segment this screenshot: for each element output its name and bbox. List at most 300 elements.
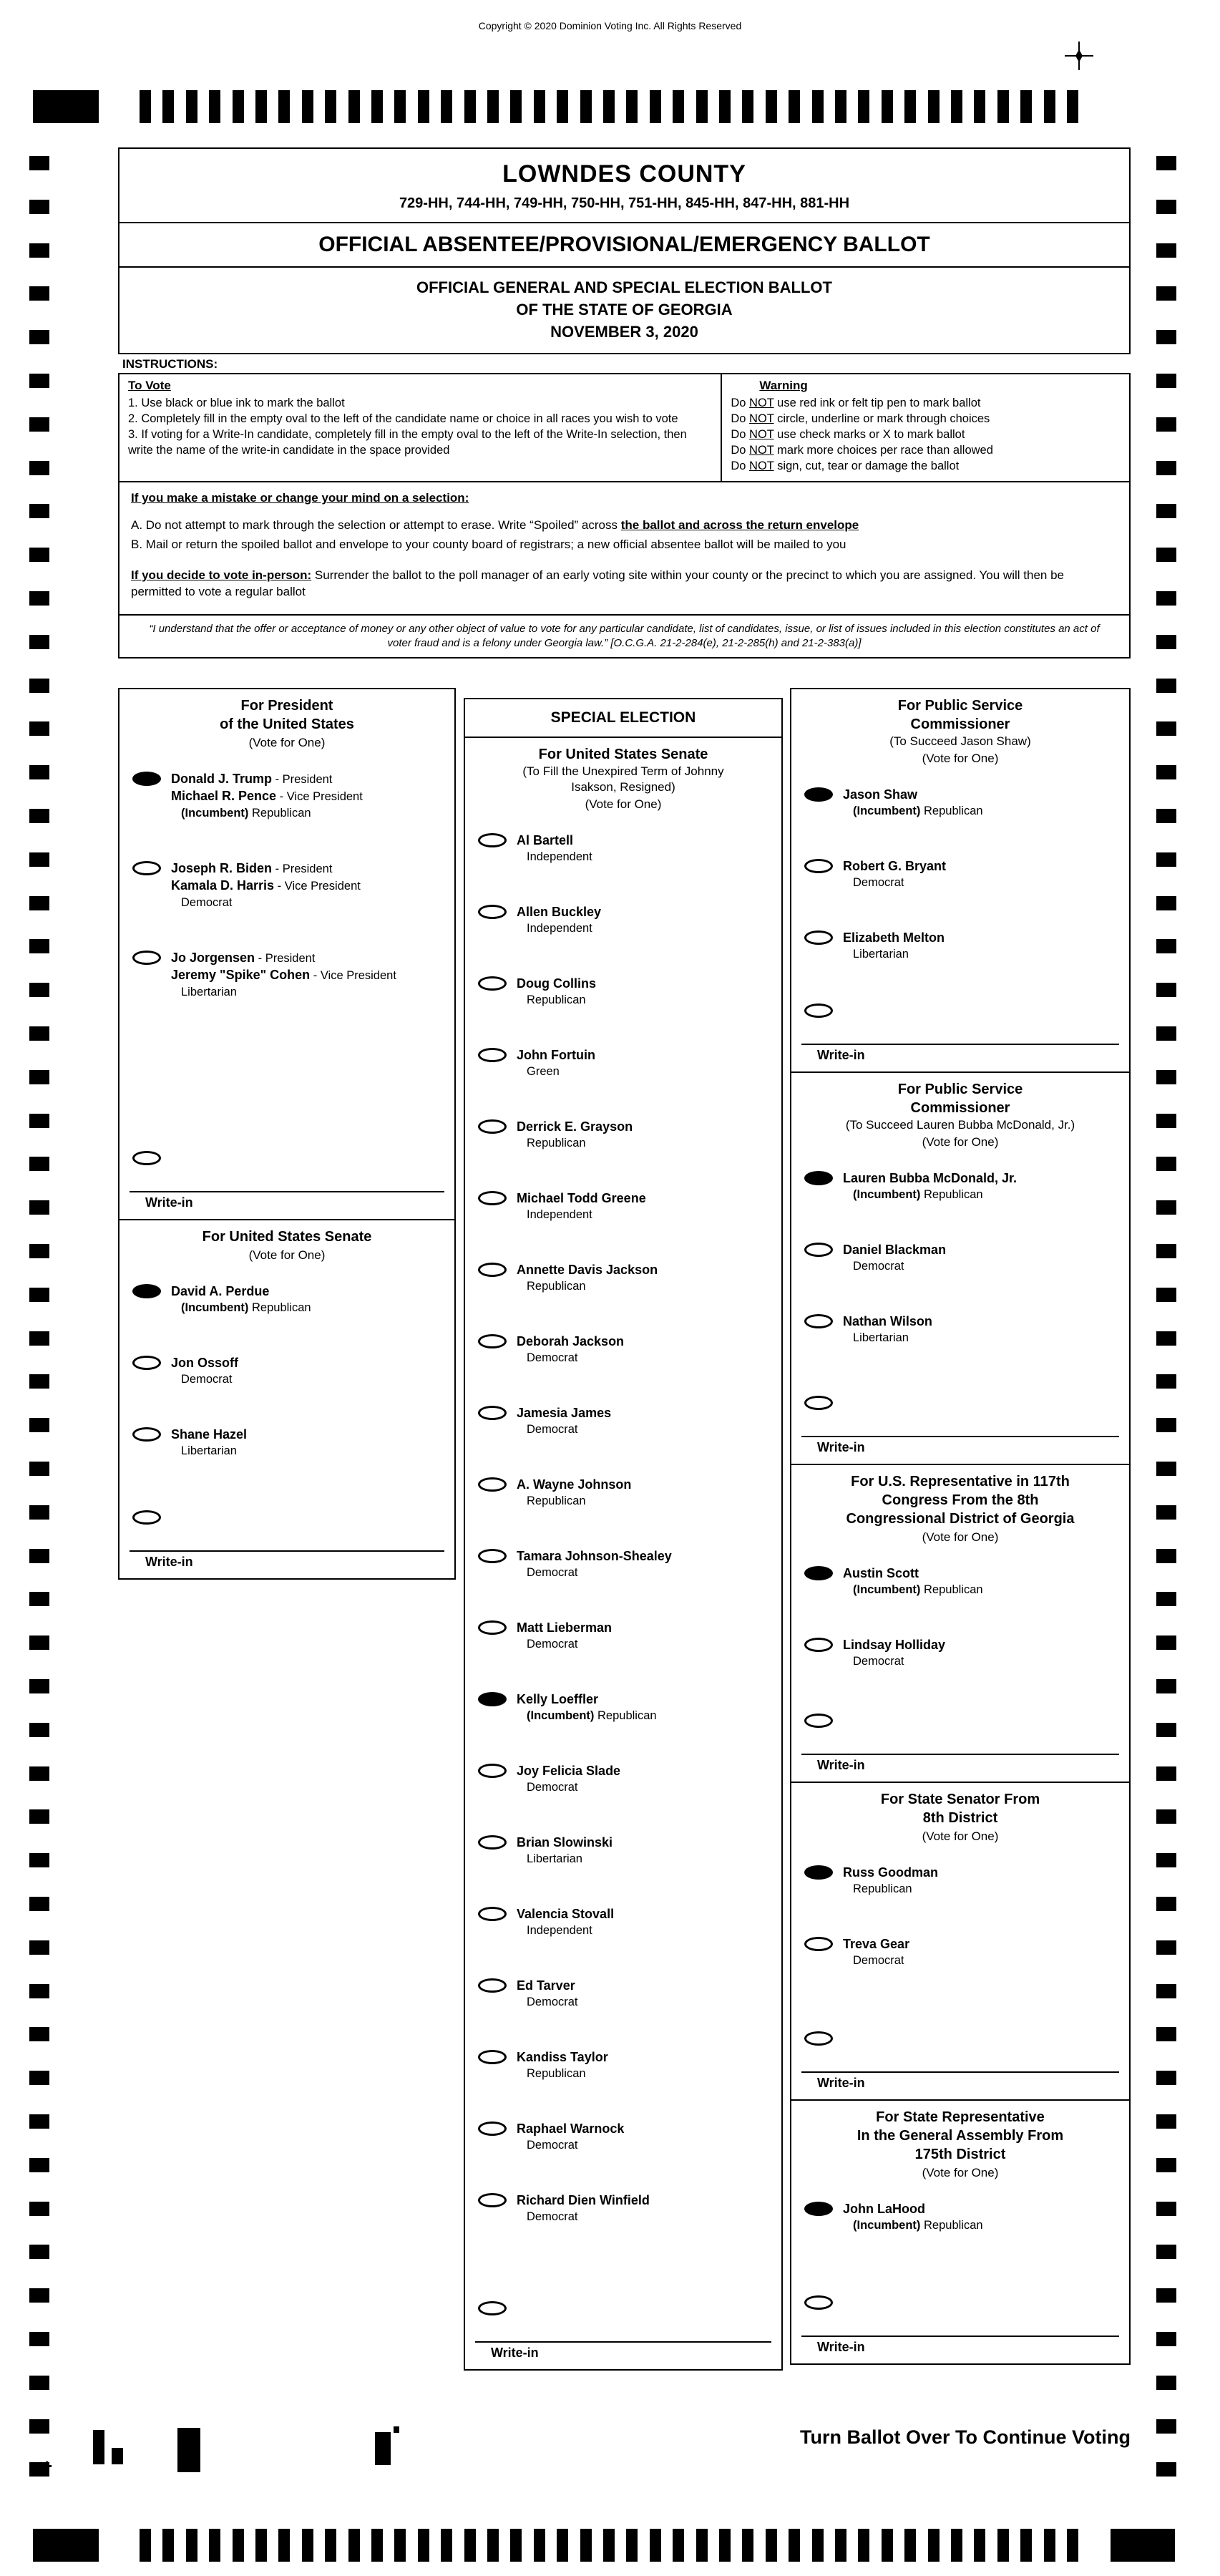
write-in-section <box>130 1510 444 1570</box>
race-psc1 <box>790 688 1131 1073</box>
timing-mark <box>33 2529 99 2562</box>
write-in-oval[interactable] <box>478 2301 507 2315</box>
candidate-line: Democrat <box>527 1566 578 1579</box>
race-statesen <box>790 1782 1131 2101</box>
timing-mark <box>1156 1635 1176 1650</box>
candidate-option[interactable] <box>804 2201 1119 2234</box>
timing-mark <box>1156 1374 1176 1389</box>
candidate-option[interactable] <box>804 1565 1119 1598</box>
ballot-oval-filled[interactable] <box>478 1692 507 1706</box>
timing-mark <box>1020 90 1032 123</box>
timing-mark <box>29 2202 49 2216</box>
timing-mark <box>29 721 49 736</box>
candidate-text <box>171 860 361 911</box>
candidate-line: Shane Hazel <box>171 1427 248 1442</box>
timing-mark <box>766 2529 777 2562</box>
candidate-line: Republican <box>527 1137 586 1150</box>
timing-mark <box>1156 200 1176 214</box>
ballot-oval-empty[interactable] <box>478 1477 507 1492</box>
timing-mark <box>29 243 49 258</box>
candidate-option[interactable] <box>478 2121 771 2154</box>
ballot-oval-empty[interactable] <box>478 1048 507 1062</box>
candidate-option[interactable] <box>132 1355 444 1388</box>
timing-mark <box>1156 1418 1176 1432</box>
candidate-text <box>517 1190 646 1223</box>
timing-mark <box>29 635 49 649</box>
timing-mark <box>29 1853 49 1867</box>
candidate-option[interactable] <box>804 787 1119 820</box>
candidate-option[interactable] <box>478 1047 771 1080</box>
timing-mark <box>1156 1114 1176 1128</box>
timing-mark <box>1156 1331 1176 1346</box>
candidate-option[interactable] <box>478 1477 771 1510</box>
ballot-type-box: OFFICIAL ABSENTEE/PROVISIONAL/EMERGENCY BALLOT <box>118 222 1131 268</box>
write-in-label: Write-in <box>817 2340 865 2354</box>
timing-mark <box>580 90 592 123</box>
timing-mark <box>1156 548 1176 562</box>
candidate-option[interactable] <box>478 976 771 1008</box>
candidate-text <box>843 930 945 963</box>
candidate-text <box>517 2049 608 2082</box>
ballot-oval-empty[interactable] <box>804 1314 833 1328</box>
candidate-option[interactable] <box>478 1333 771 1366</box>
timing-mark <box>441 90 452 123</box>
race-title-line: Congress From the 8th <box>882 1492 1039 1508</box>
candidate-option[interactable] <box>132 860 444 911</box>
candidate-line: (Incumbent) Republican <box>527 1709 657 1722</box>
ballot-oval-filled[interactable] <box>132 772 161 786</box>
timing-mark <box>278 2529 290 2562</box>
timing-mark <box>29 286 49 301</box>
timing-mark <box>1156 1853 1176 1867</box>
candidate-line: Independent <box>527 850 592 863</box>
race-title-line: For United States Senate <box>538 747 708 762</box>
timing-mark <box>29 896 49 910</box>
ballot-code-mark <box>394 2426 399 2433</box>
timing-mark <box>29 1505 49 1520</box>
timing-mark <box>766 90 777 123</box>
ballot-oval-empty[interactable] <box>478 2193 507 2207</box>
ballot-oval-empty[interactable] <box>132 1356 161 1370</box>
candidate-option[interactable] <box>804 1313 1119 1346</box>
write-in-label: Write-in <box>817 2076 865 2090</box>
election-title-line: OFFICIAL GENERAL AND SPECIAL ELECTION BALLOT <box>416 278 832 296</box>
warning-item: Do NOT use check marks or X to mark ballot <box>731 428 965 441</box>
timing-mark <box>557 2529 568 2562</box>
candidate-option[interactable] <box>804 1936 1119 1969</box>
candidate-option[interactable] <box>478 832 771 865</box>
ballot-oval-empty[interactable] <box>478 905 507 919</box>
timing-mark <box>974 90 985 123</box>
county-header-box <box>118 147 1131 223</box>
timing-mark <box>29 1374 49 1389</box>
ballot-oval-empty[interactable] <box>478 1764 507 1778</box>
candidate-line: Democrat <box>181 896 233 909</box>
candidate-line: Ed Tarver <box>517 1978 575 1993</box>
candidate-option[interactable] <box>478 1978 771 2011</box>
timing-mark <box>29 1288 49 1302</box>
timing-mark <box>418 2529 429 2562</box>
timing-mark <box>29 156 49 170</box>
timing-mark <box>1156 1462 1176 1476</box>
timing-mark <box>302 90 313 123</box>
ballot-oval-filled[interactable] <box>804 787 833 802</box>
vote-for-label: (Vote for One) <box>922 1530 999 1544</box>
timing-mark <box>951 90 962 123</box>
ballot-oval-empty[interactable] <box>804 1937 833 1951</box>
ballot-oval-empty[interactable] <box>804 1638 833 1652</box>
timing-mark <box>789 2529 800 2562</box>
to-vote-cell <box>119 374 722 481</box>
write-in-oval[interactable] <box>804 1003 833 1018</box>
timing-mark <box>1156 1809 1176 1824</box>
timing-mark <box>1156 721 1176 736</box>
candidate-line: Valencia Stovall <box>517 1907 615 1921</box>
ballot-oval-empty[interactable] <box>478 1406 507 1420</box>
ballot-oval-empty[interactable] <box>804 930 833 945</box>
timing-mark <box>29 1418 49 1432</box>
candidate-line: (Incumbent) Republican <box>181 1301 311 1314</box>
candidate-line: Libertarian <box>181 986 237 998</box>
ballot-oval-empty[interactable] <box>804 859 833 873</box>
timing-mark <box>209 90 220 123</box>
ballot-oval-empty[interactable] <box>478 2121 507 2136</box>
race-title-line: Congressional District of Georgia <box>846 1511 1075 1527</box>
ballot-oval-empty[interactable] <box>478 976 507 991</box>
candidate-line: Democrat <box>527 1996 578 2008</box>
ballot-oval-empty[interactable] <box>478 833 507 847</box>
candidate-text <box>843 787 983 820</box>
ballot-oval-empty[interactable] <box>132 1427 161 1442</box>
ballot-oval-empty[interactable] <box>478 1549 507 1563</box>
timing-mark <box>1156 1244 1176 1258</box>
ballot-oval-empty[interactable] <box>132 951 161 965</box>
candidate-option[interactable] <box>132 1426 444 1459</box>
county-name: LOWNDES COUNTY <box>502 160 746 188</box>
write-in-section <box>801 1003 1119 1063</box>
ballot-oval-empty[interactable] <box>478 1263 507 1277</box>
race-title-line: For Public Service <box>897 698 1023 714</box>
timing-mark <box>696 2529 708 2562</box>
timing-mark <box>673 2529 684 2562</box>
timing-mark <box>650 2529 661 2562</box>
race-header <box>475 745 771 812</box>
ballot-oval-filled[interactable] <box>804 1171 833 1185</box>
copyright-line: Copyright © 2020 Dominion Voting Inc. All Rights Reserved <box>478 20 742 31</box>
write-in-line[interactable] <box>801 1754 1119 1755</box>
write-in-label: Write-in <box>145 1195 193 1210</box>
write-in-label: Write-in <box>817 1048 865 1062</box>
candidate-line: Libertarian <box>853 948 909 961</box>
candidate-line: (Incumbent) Republican <box>181 807 311 820</box>
timing-mark <box>29 1809 49 1824</box>
candidate-line: Democrat <box>853 1655 904 1668</box>
ballot-oval-empty[interactable] <box>478 1620 507 1635</box>
timing-mark <box>371 90 383 123</box>
candidate-line: Republican <box>527 2067 586 2080</box>
ballot-oval-empty[interactable] <box>478 1334 507 1348</box>
race-header <box>801 2108 1119 2181</box>
race-title-line: Commissioner <box>910 716 1010 732</box>
timing-mark <box>673 90 684 123</box>
candidate-option[interactable] <box>804 1865 1119 1897</box>
timing-mark <box>29 2376 49 2390</box>
candidate-line: Russ Goodman <box>843 1865 939 1880</box>
write-in-line[interactable] <box>130 1550 444 1552</box>
timing-mark <box>29 548 49 562</box>
timing-mark <box>904 2529 916 2562</box>
timing-mark <box>29 1940 49 1955</box>
candidate-option[interactable] <box>478 1691 771 1724</box>
timing-mark <box>510 2529 522 2562</box>
timing-mark <box>464 90 476 123</box>
vote-for-label: (Vote for One) <box>922 752 999 765</box>
ballot-oval-empty[interactable] <box>478 1907 507 1921</box>
instructions-box <box>118 373 1131 482</box>
candidate-line: (Incumbent) Republican <box>853 2219 983 2232</box>
timing-mark <box>812 90 824 123</box>
timing-mark <box>1156 635 1176 649</box>
timing-mark <box>1156 2245 1176 2259</box>
candidate-option[interactable] <box>478 1548 771 1581</box>
write-in-oval[interactable] <box>132 1151 161 1165</box>
timing-mark <box>487 2529 499 2562</box>
candidate-option[interactable] <box>478 2049 771 2082</box>
timing-mark <box>29 2288 49 2303</box>
candidate-line: Michael Todd Greene <box>517 1191 646 1205</box>
candidate-option[interactable] <box>478 1262 771 1295</box>
timing-mark <box>1044 90 1055 123</box>
timing-mark <box>626 90 638 123</box>
timing-mark <box>278 90 290 123</box>
ballot-oval-empty[interactable] <box>478 1191 507 1205</box>
ballot-oval-filled[interactable] <box>804 1566 833 1580</box>
timing-mark <box>603 90 615 123</box>
ballot-oval-empty[interactable] <box>478 1835 507 1850</box>
candidate-text <box>517 1548 672 1581</box>
candidate-option[interactable] <box>478 1405 771 1438</box>
candidate-text <box>517 2121 624 2154</box>
ballot-oval-empty[interactable] <box>804 1243 833 1257</box>
to-vote-title: To Vote <box>128 379 171 392</box>
candidate-text <box>843 1170 1017 1203</box>
mistake-item-a-text: A. Do not attempt to mark through the selection or attempt to erase. Write “Spoiled” across <box>131 518 621 532</box>
candidate-line: Libertarian <box>527 1852 582 1865</box>
race-title-line: Commissioner <box>910 1100 1010 1116</box>
candidate-text <box>843 1637 945 1670</box>
timing-mark <box>1156 243 1176 258</box>
ballot-oval-filled[interactable] <box>804 1865 833 1880</box>
timing-mark <box>325 2529 336 2562</box>
candidate-text <box>843 858 946 891</box>
to-vote-list <box>128 395 712 458</box>
candidate-line: Democrat <box>527 1781 578 1794</box>
timing-mark <box>1156 286 1176 301</box>
mistake-item-a-emphasis: the ballot and across the return envelope <box>620 518 859 532</box>
timing-mark <box>1156 2202 1176 2216</box>
candidate-line: Treva Gear <box>843 1937 910 1951</box>
to-vote-item: 2. Completely fill in the empty oval to the left of the candidate name or choice in all races you wish to vote <box>128 412 678 425</box>
timing-mark <box>441 2529 452 2562</box>
timing-mark <box>1156 679 1176 693</box>
candidate-line: Green <box>527 1065 560 1078</box>
timing-mark <box>928 90 940 123</box>
ballot-oval-empty[interactable] <box>478 1978 507 1993</box>
candidate-line: A. Wayne Johnson <box>517 1477 632 1492</box>
timing-mark <box>1156 461 1176 475</box>
write-in-section <box>801 2031 1119 2091</box>
write-in-oval[interactable] <box>804 1714 833 1728</box>
candidate-option[interactable] <box>804 1242 1119 1275</box>
write-in-line[interactable] <box>475 2341 771 2343</box>
write-in-label: Write-in <box>817 1758 865 1772</box>
timing-mark <box>928 2529 940 2562</box>
timing-mark <box>29 939 49 953</box>
candidate-line: Jo Jorgensen - President <box>171 951 316 965</box>
candidate-text <box>517 1906 614 1939</box>
write-in-line[interactable] <box>130 1191 444 1192</box>
timing-mark <box>603 2529 615 2562</box>
ballot-oval-empty[interactable] <box>132 861 161 875</box>
timing-mark <box>1156 2462 1176 2477</box>
candidate-option[interactable] <box>478 904 771 937</box>
candidate-line: Democrat <box>853 876 904 889</box>
candidate-option[interactable] <box>478 1119 771 1152</box>
candidate-text <box>843 1242 946 1275</box>
vote-for-label: (Vote for One) <box>248 1248 326 1262</box>
candidate-option[interactable] <box>132 771 444 822</box>
candidate-option[interactable] <box>478 1620 771 1653</box>
timing-mark <box>29 1200 49 1215</box>
ballot-oval-filled[interactable] <box>804 2202 833 2216</box>
candidate-option[interactable] <box>132 1283 444 1316</box>
timing-mark <box>696 90 708 123</box>
candidate-option[interactable] <box>478 1190 771 1223</box>
timing-mark <box>1156 2114 1176 2129</box>
candidate-line: Doug Collins <box>517 976 596 991</box>
timing-mark <box>882 90 893 123</box>
timing-mark <box>1156 1897 1176 1911</box>
timing-mark <box>858 2529 869 2562</box>
candidate-option[interactable] <box>478 1834 771 1867</box>
candidate-option[interactable] <box>478 2192 771 2225</box>
candidate-option[interactable] <box>804 858 1119 891</box>
timing-mark <box>325 90 336 123</box>
timing-mark <box>29 1331 49 1346</box>
warning-cell <box>722 374 1129 481</box>
timing-mark <box>719 90 731 123</box>
timing-mark <box>997 2529 1009 2562</box>
write-in-label: Write-in <box>145 1555 193 1569</box>
candidate-text <box>171 771 363 822</box>
write-in-oval[interactable] <box>804 2031 833 2046</box>
candidate-line: Austin Scott <box>843 1566 919 1580</box>
candidate-line: (Incumbent) Republican <box>853 805 983 817</box>
candidate-line: Libertarian <box>853 1331 909 1344</box>
timing-mark <box>1156 2071 1176 2085</box>
candidate-line: Jamesia James <box>517 1406 612 1420</box>
timing-mark <box>29 417 49 432</box>
write-in-line[interactable] <box>801 2071 1119 2073</box>
timing-mark <box>29 1766 49 1781</box>
warning-item: Do NOT circle, underline or mark through choices <box>731 412 990 425</box>
write-in-oval[interactable] <box>804 1396 833 1410</box>
candidate-line: John Fortuin <box>517 1048 595 1062</box>
write-in-line[interactable] <box>801 1436 1119 1437</box>
race-president <box>118 688 456 1220</box>
ballot-column-1 <box>118 688 456 1580</box>
timing-mark <box>29 2245 49 2259</box>
timing-mark <box>580 2529 592 2562</box>
timing-mark <box>302 2529 313 2562</box>
candidate-option[interactable] <box>804 1170 1119 1203</box>
candidate-line: Independent <box>527 1208 592 1221</box>
candidate-line: Matt Lieberman <box>517 1620 613 1635</box>
timing-mark <box>1156 374 1176 388</box>
timing-mark <box>904 90 916 123</box>
timing-mark <box>255 90 267 123</box>
candidate-line: Kandiss Taylor <box>517 2050 608 2064</box>
candidate-line: Brian Slowinski <box>517 1835 613 1850</box>
candidate-option[interactable] <box>478 1906 771 1939</box>
candidate-line: Kelly Loeffler <box>517 1692 599 1706</box>
candidate-option[interactable] <box>478 1763 771 1796</box>
in-person-note <box>131 567 1118 600</box>
candidate-line: Kamala D. Harris - Vice President <box>171 878 361 893</box>
race-title-line: For President <box>240 698 333 714</box>
timing-mark <box>29 1549 49 1563</box>
timing-mark <box>1156 1549 1176 1563</box>
timing-mark <box>394 2529 406 2562</box>
timing-mark <box>1156 1200 1176 1215</box>
write-in-line[interactable] <box>801 2336 1119 2337</box>
timing-mark <box>348 2529 360 2562</box>
candidate-text <box>843 1565 983 1598</box>
candidate-line: Republican <box>527 993 586 1006</box>
write-in-oval[interactable] <box>132 1510 161 1525</box>
candidate-line: Democrat <box>527 1423 578 1436</box>
ballot-oval-empty[interactable] <box>478 1119 507 1134</box>
timing-mark <box>186 90 197 123</box>
candidate-line: Daniel Blackman <box>843 1243 947 1257</box>
ballot-oval-filled[interactable] <box>132 1284 161 1298</box>
write-in-line[interactable] <box>801 1044 1119 1045</box>
candidate-line: Democrat <box>527 1638 578 1651</box>
race-header <box>801 1472 1119 1545</box>
candidate-option[interactable] <box>132 950 444 1001</box>
timing-mark <box>1156 2332 1176 2346</box>
mistake-item-b: B. Mail or return the spoiled ballot and envelope to your county board of registrars; a new official absentee ballot will be mailed to you <box>131 538 846 551</box>
write-in-oval[interactable] <box>804 2295 833 2310</box>
voter-fraud-statement: “I understand that the offer or acceptance of money or any other object of value to vote for any particular candidate, list of candidates, issue, or list of issues included in this election constitutes an act of voter fraud and is a felony under Georgia law.” [O.C.G.A. 21-2-284(e), 21-2-285(h) and 21-2-383(a)] <box>118 614 1131 658</box>
candidate-option[interactable] <box>804 1637 1119 1670</box>
candidate-line: Derrick E. Grayson <box>517 1119 633 1134</box>
candidate-line: Jeremy "Spike" Cohen - Vice President <box>171 968 396 982</box>
candidate-text <box>171 950 396 1001</box>
ballot-oval-empty[interactable] <box>478 2050 507 2064</box>
timing-mark <box>835 90 846 123</box>
vote-for-label: (Vote for One) <box>922 1135 999 1149</box>
candidate-line: Joy Felicia Slade <box>517 1764 621 1778</box>
mistake-item-a <box>131 517 1118 533</box>
race-header <box>130 696 444 751</box>
vote-for-label: (Vote for One) <box>585 797 662 811</box>
timing-mark <box>29 2419 49 2434</box>
candidate-text <box>517 904 601 937</box>
timing-mark <box>1156 2288 1176 2303</box>
candidate-text <box>517 1333 624 1366</box>
candidate-option[interactable] <box>804 930 1119 963</box>
